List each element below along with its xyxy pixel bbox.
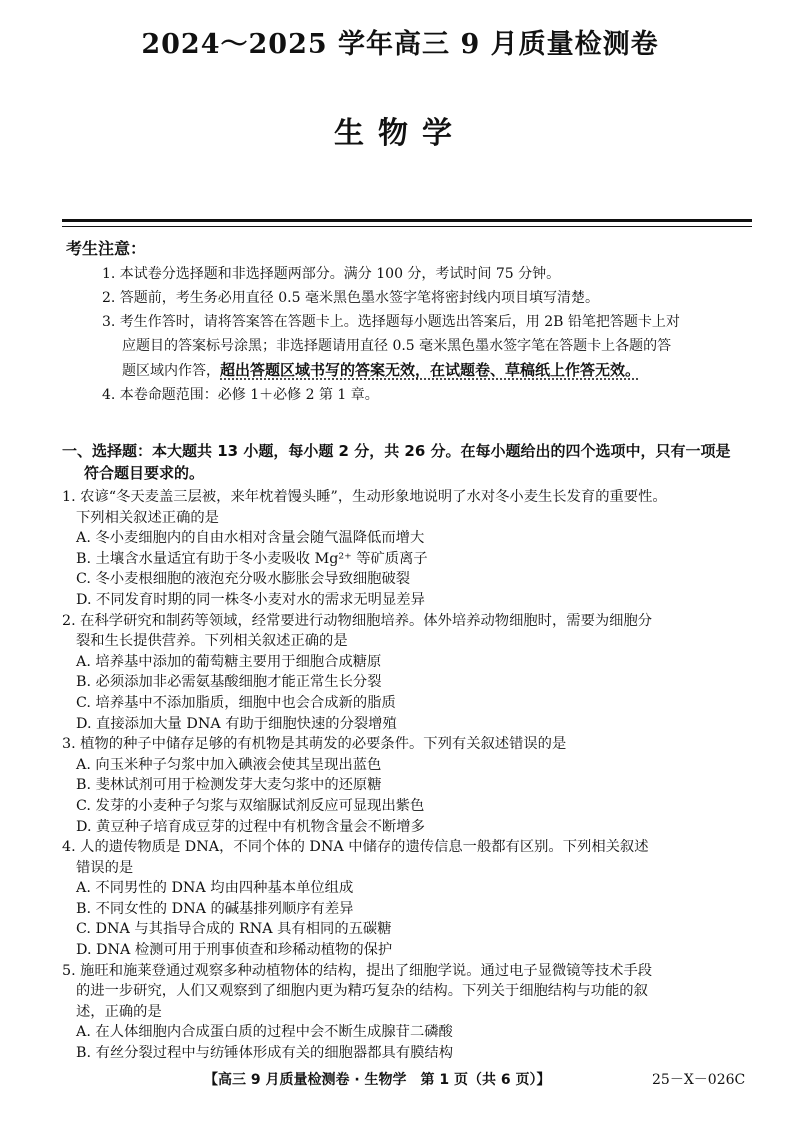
notice-item: 2. 答题前，考生务必用直径 0.5 毫米黑色墨水签字笔将密封线内项目填写清楚。 — [102, 290, 599, 306]
option-a: A. 不同男性的 DNA 均由四种基本单位组成 — [76, 880, 354, 897]
question-stem-cont: 错误的是 — [76, 859, 134, 876]
question-stem: 1. 农谚“冬天麦盖三层被，来年枕着馒头睡”，生动形象地说明了水对冬小麦生长发育的重要性。 — [62, 489, 667, 505]
option-d: D. 黄豆种子培育成豆芽的过程中有机物含量会不断增多 — [76, 818, 425, 835]
question-list — [62, 487, 754, 1064]
option-c: C. DNA 与其指导合成的 RNA 具有相同的五碳糖 — [76, 921, 392, 938]
section-heading — [62, 440, 754, 484]
option-a: A. 向玉米种子匀浆中加入碘液会使其呈现出蓝色 — [76, 756, 382, 773]
paper-code: 25－X－026C — [652, 1072, 746, 1088]
option-c: C. 发芽的小麦种子匀浆与双缩脲试剂反应可显现出紫色 — [76, 797, 425, 814]
exam-title: 2024～2025 学年高三 9 月质量检测卷 — [141, 29, 659, 60]
page-footer: 【高三 9 月质量检测卷 · 生物学 第 1 页（共 6 页）】 — [204, 1072, 551, 1088]
notice-item-continuation: 应题目的答案标号涂黑；非选择题请用直径 0.5 毫米黑色墨水签字笔在答题卡上各题的答 — [122, 338, 672, 354]
option-a: A. 培养基中添加的葡萄糖主要用于细胞合成糖原 — [76, 653, 382, 670]
option-a: A. 在人体细胞内合成蛋白质的过程中会不断生成腺苷二磷酸 — [76, 1024, 453, 1041]
question-4 — [62, 837, 754, 961]
section-line: 一、选择题：本大题共 13 小题，每小题 2 分，共 26 分。在每小题给出的四个选项中，只有一项是 — [62, 442, 731, 460]
notice-item: 1. 本试卷分选择题和非选择题两部分。满分 100 分，考试时间 75 分钟。 — [102, 266, 561, 282]
option-d: D. 不同发育时期的同一株冬小麦对水的需求无明显差异 — [76, 591, 425, 608]
question-stem: 3. 植物的种子中储存足够的有机物是其萌发的必要条件。下列有关叙述错误的是 — [62, 736, 567, 753]
option-d: D. DNA 检测可用于刑事侦查和珍稀动植物的保护 — [76, 942, 393, 959]
notice-heading: 考生注意： — [66, 239, 147, 258]
question-5 — [62, 961, 754, 1064]
question-stem-cont: 下列相关叙述正确的是 — [76, 509, 219, 526]
option-b: B. 有丝分裂过程中与纺锤体形成有关的细胞器都具有膜结构 — [76, 1045, 454, 1062]
notice-item: 3. 考生作答时，请将答案答在答题卡上。选择题每小题选出答案后，用 2B 铅笔把答题卡上对 — [102, 314, 680, 330]
question-stem-cont: 述，正确的是 — [76, 1003, 162, 1020]
question-stem: 2. 在科学研究和制药等领域，经常要进行动物细胞培养。体外培养动物细胞时，需要为细胞分 — [62, 612, 653, 629]
header-rule-thin — [62, 226, 752, 227]
subject-title: 生物学 — [334, 116, 466, 151]
option-b: B. 斐林试剂可用于检测发芽大麦匀浆中的还原糖 — [76, 777, 382, 794]
question-stem-cont: 裂和生长提供营养。下列相关叙述正确的是 — [76, 633, 348, 650]
notice-emphasis-text: 超出答题区域书写的答案无效，在试题卷、草稿纸上作答无效。 — [220, 361, 641, 379]
option-b: B. 必须添加非必需氨基酸细胞才能正常生长分裂 — [76, 674, 382, 691]
notice-item: 4. 本卷命题范围：必修 1＋必修 2 第 1 章。 — [102, 387, 379, 403]
header-rule-thick — [62, 219, 752, 222]
notice-item-continuation — [102, 358, 752, 383]
option-a: A. 冬小麦细胞内的自由水相对含量会随气温降低而增大 — [76, 530, 425, 547]
option-c: C. 培养基中不添加脂质，细胞中也会合成新的脂质 — [76, 694, 396, 711]
question-3 — [62, 734, 754, 837]
option-c: C. 冬小麦根细胞的液泡充分吸水膨胀会导致细胞破裂 — [76, 571, 411, 588]
question-stem-cont: 的进一步研究，人们又观察到了细胞内更为精巧复杂的结构。下列关于细胞结构与功能的叙 — [76, 983, 648, 1000]
question-2 — [62, 611, 754, 735]
question-1 — [62, 487, 754, 611]
question-stem: 5. 施旺和施莱登通过观察多种动植物体的结构，提出了细胞学说。通过电子显微镜等技术手段 — [62, 962, 653, 979]
option-b: B. 不同女性的 DNA 的碱基排列顺序有差异 — [76, 900, 354, 917]
option-b: B. 土壤含水量适宜有助于冬小麦吸收 Mg²⁺ 等矿质离子 — [76, 550, 428, 567]
notice-list — [102, 262, 752, 407]
option-d: D. 直接添加大量 DNA 有助于细胞快速的分裂增殖 — [76, 715, 397, 732]
section-line: 符合题目要求的。 — [84, 464, 205, 482]
question-stem: 4. 人的遗传物质是 DNA，不同个体的 DNA 中储存的遗传信息一般都有区别。下列相关叙述 — [62, 839, 649, 856]
notice-plain-text: 题区域内作答， — [122, 363, 220, 379]
